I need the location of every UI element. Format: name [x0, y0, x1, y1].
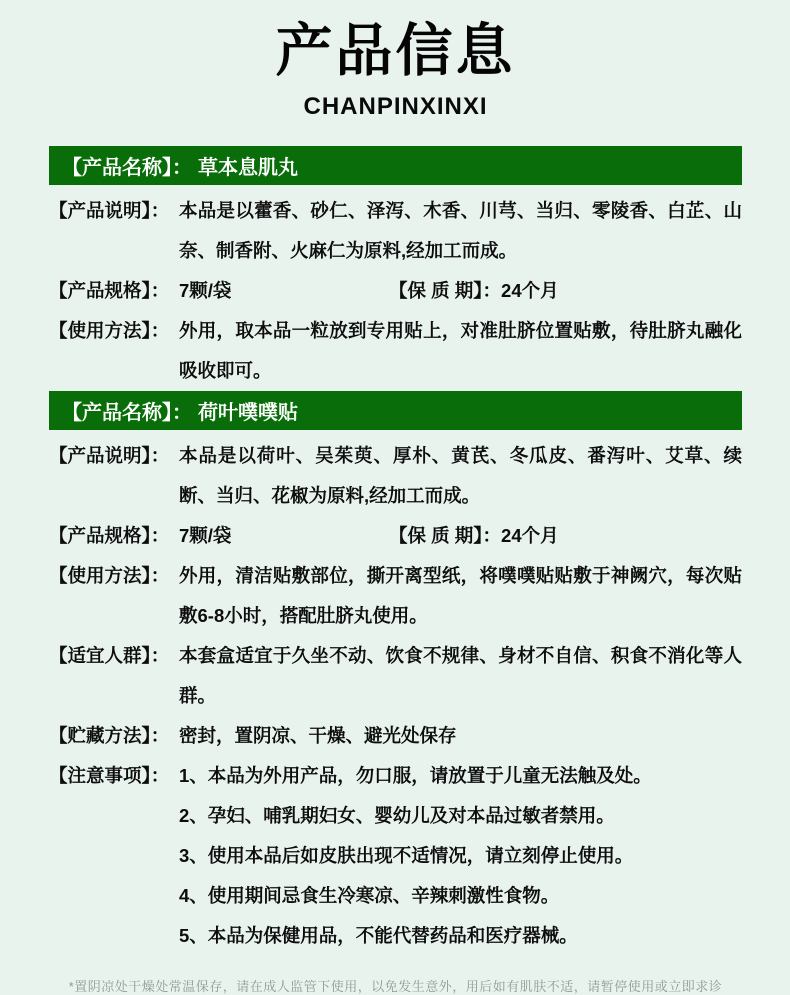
shelf-life-value: 24个月	[501, 280, 559, 301]
usage-text: 外用，取本品一粒放到专用贴上，对准肚脐位置贴敷，待肚脐丸融化吸收即可。	[179, 320, 742, 381]
description-text: 本品是以藿香、砂仁、泽泻、木香、川芎、当归、零陵香、白芷、山奈、制香附、火麻仁为原料,经加工而成。	[179, 200, 742, 261]
product-name-banner	[49, 391, 742, 430]
suitable-group-text: 本套盒适宜于久坐不动、饮食不规律、身材不自信、积食不消化等人群。	[179, 645, 742, 706]
product-description-row	[49, 436, 742, 516]
storage-footnote: *置阴凉处干燥处常温保存，请在成人监管下使用，以免发生意外，用后如有肌肤不适，请暂停使用或立即求诊	[68, 979, 723, 994]
precaution-item: 4、使用期间忌食生冷寒凉、辛辣刺激性食物。	[179, 885, 560, 906]
usage-row	[49, 311, 742, 391]
product-name-value: 荷叶噗噗贴	[198, 402, 298, 424]
precaution-item: 2、孕妇、哺乳期妇女、婴幼儿及对本品过敏者禁用。	[179, 805, 615, 826]
product-section-2	[49, 391, 742, 956]
suitable-group-label: 【适宜人群】：	[49, 645, 170, 666]
product-name-label: 【产品名称】：	[62, 402, 192, 424]
precautions-list	[179, 756, 742, 956]
usage-row	[49, 556, 742, 636]
spec-label: 【产品规格】：	[49, 280, 170, 301]
product-spec-row	[49, 516, 742, 556]
usage-label: 【使用方法】：	[49, 320, 170, 341]
spec-value: 7颗/袋	[179, 525, 232, 546]
storage-text: 密封，置阴凉、干燥、避光处保存	[179, 725, 457, 746]
precautions-label: 【注意事项】：	[49, 765, 170, 786]
shelf-life-label: 【保 质 期】：	[389, 280, 502, 301]
product-name-banner	[49, 146, 742, 185]
description-text: 本品是以荷叶、吴茱萸、厚朴、黄芪、冬瓜皮、番泻叶、艾草、续断、当归、花椒为原料,经加工而成。	[179, 445, 742, 506]
description-label: 【产品说明】：	[49, 200, 170, 221]
product-section-1	[49, 146, 742, 391]
spec-value: 7颗/袋	[179, 280, 232, 301]
product-description-row	[49, 191, 742, 271]
page-title: 产品信息	[275, 19, 516, 83]
shelf-life-label: 【保 质 期】：	[389, 525, 502, 546]
usage-text: 外用，清洁贴敷部位，撕开离型纸，将噗噗贴贴敷于神阙穴，每次贴敷6-8小时，搭配肚脐丸使用。	[179, 565, 742, 626]
storage-label: 【贮藏方法】：	[49, 725, 170, 746]
precautions-row	[49, 756, 742, 956]
product-spec-row	[49, 271, 742, 311]
shelf-life-value: 24个月	[501, 525, 559, 546]
product-name-value: 草本息肌丸	[198, 157, 298, 179]
page-subtitle: CHANPINXINXI	[303, 93, 488, 120]
precaution-item: 1、本品为外用产品，勿口服，请放置于儿童无法触及处。	[179, 765, 652, 786]
storage-row	[49, 716, 742, 756]
product-name-label: 【产品名称】：	[62, 157, 192, 179]
precaution-item: 5、本品为保健用品，不能代替药品和医疗器械。	[179, 925, 578, 946]
description-label: 【产品说明】：	[49, 445, 170, 466]
precaution-item: 3、使用本品后如皮肤出现不适情况，请立刻停止使用。	[179, 845, 634, 866]
spec-label: 【产品规格】：	[49, 525, 170, 546]
usage-label: 【使用方法】：	[49, 565, 170, 586]
suitable-group-row	[49, 636, 742, 716]
